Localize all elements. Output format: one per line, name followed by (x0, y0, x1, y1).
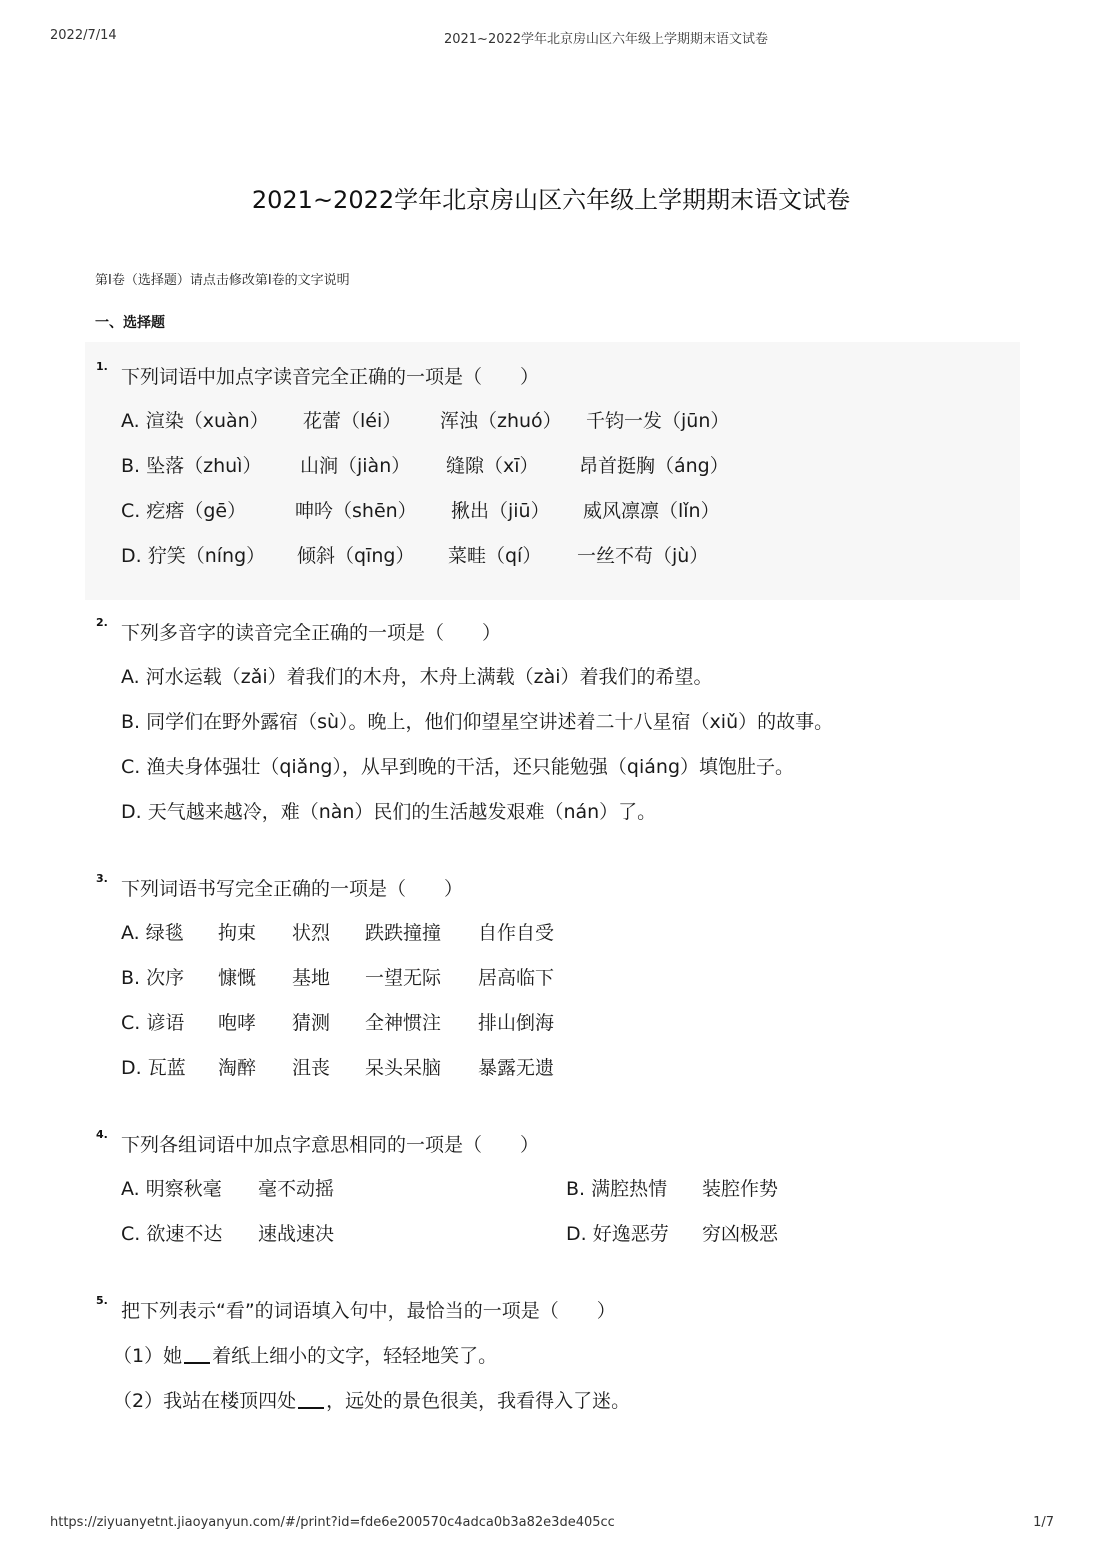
fill-blank[interactable] (298, 1391, 324, 1409)
page-url: https://ziyuanyetnt.jiaoyanyun.com/#/print?id=fde6e200570c4adca0b3a82e3de405cc (50, 1515, 615, 1530)
option-b[interactable]: B. 满腔热情 (566, 1178, 668, 1200)
option-item: D. 瓦蓝 (121, 1057, 186, 1079)
print-header (0, 28, 1102, 48)
question-5[interactable] (85, 1290, 1020, 1420)
option-item: 拘束 (218, 922, 257, 944)
option-item: 全神惯注 (365, 1012, 442, 1034)
question-number: 3. (96, 872, 108, 885)
option-item: 揪出（jiū） (451, 500, 550, 522)
option-item: 毫不动摇 (258, 1178, 335, 1200)
question-2[interactable] (85, 612, 1020, 832)
page-number: 1/7 (1033, 1515, 1054, 1530)
option-item: C. 谚语 (121, 1012, 185, 1034)
option-item: 暴露无遗 (478, 1057, 555, 1079)
option-item: 自作自受 (478, 922, 555, 944)
option-item: 山涧（jiàn） (300, 455, 411, 477)
sentence-1 (113, 1341, 497, 1369)
option-item: 千钧一发（jūn） (586, 410, 730, 432)
option-item: C. 疙瘩（gē） (121, 500, 247, 522)
option-item: 装腔作势 (702, 1178, 779, 1200)
option-item: 沮丧 (292, 1057, 331, 1079)
question-number: 2. (96, 616, 108, 629)
question-number: 4. (96, 1128, 108, 1141)
option-item: B. 次序 (121, 967, 185, 989)
document-title: 2021~2022学年北京房山区六年级上学期期末语文试卷 (251, 186, 851, 214)
print-date: 2022/7/14 (50, 28, 117, 43)
option-item: 穷凶极恶 (702, 1223, 779, 1245)
sentence-text: 着纸上细小的文字，轻轻地笑了。 (212, 1345, 498, 1367)
option-item: B. 坠落（zhuì） (121, 455, 262, 477)
option-item: 一望无际 (365, 967, 442, 989)
option-item: 一丝不苟（jù） (577, 545, 709, 567)
option-item: 速战速决 (258, 1223, 335, 1245)
option-item: 花蕾（léi） (303, 410, 402, 432)
print-footer (0, 1515, 1102, 1535)
question-number: 1. (96, 360, 108, 373)
question-stem: 下列词语书写完全正确的一项是（ ） (121, 878, 464, 900)
option-item: 咆哮 (218, 1012, 257, 1034)
option-item: 呻吟（shēn） (295, 500, 417, 522)
option-item: 淘醉 (218, 1057, 257, 1079)
sentence-text: （2）我站在楼顶四处 (113, 1390, 297, 1412)
option-item: A. 绿毯 (121, 922, 184, 944)
question-number: 5. (96, 1294, 108, 1307)
option-item: 排山倒海 (478, 1012, 555, 1034)
option-item: 猜测 (292, 1012, 331, 1034)
option-c[interactable]: C. 欲速不达 (121, 1223, 223, 1245)
option-item: 跌跌撞撞 (365, 922, 442, 944)
option-item: 缝隙（xī） (446, 455, 539, 477)
option-item: D. 狞笑（níng） (121, 545, 266, 567)
question-3[interactable] (85, 868, 1020, 1088)
option-item: A. 渲染（xuàn） (121, 410, 269, 432)
question-stem: 下列各组词语中加点字意思相同的一项是（ ） (121, 1134, 540, 1156)
sentence-2 (113, 1386, 630, 1414)
question-stem: 下列词语中加点字读音完全正确的一项是（ ） (121, 366, 540, 388)
fill-blank[interactable] (184, 1346, 210, 1364)
option-item: 慷慨 (218, 967, 257, 989)
section-heading: 一、选择题 (95, 315, 165, 331)
print-title: 2021~2022学年北京房山区六年级上学期期末语文试卷 (443, 32, 769, 47)
option-item: 居高临下 (478, 967, 555, 989)
question-stem: 把下列表示“看”的词语填入句中，最恰当的一项是（ ） (121, 1300, 616, 1322)
option-item: 呆头呆脑 (365, 1057, 442, 1079)
option-item: 基地 (292, 967, 331, 989)
option-c[interactable]: C. 渔夫身体强壮（qiǎng），从早到晚的干活，还只能勉强（qiáng）填饱肚子。 (121, 756, 795, 778)
option-item: 威风凛凛（lǐn） (583, 500, 720, 522)
option-item: 菜畦（qí） (448, 545, 542, 567)
option-a[interactable]: A. 河水运载（zǎi）着我们的木舟，木舟上满载（zài）着我们的希望。 (121, 666, 713, 688)
option-d[interactable]: D. 好逸恶劳 (566, 1223, 669, 1245)
option-item: 浑浊（zhuó） (440, 410, 562, 432)
question-1[interactable] (85, 342, 1020, 600)
option-row-ab[interactable] (121, 1174, 981, 1202)
option-row-cd[interactable] (121, 1219, 981, 1247)
option-b[interactable]: B. 同学们在野外露宿（sù）。晚上，他们仰望星空讲述着二十八星宿（xiǔ）的故事。 (121, 711, 834, 733)
question-stem: 下列多音字的读音完全正确的一项是（ ） (121, 622, 502, 644)
option-item: 倾斜（qīng） (297, 545, 415, 567)
section-note-link[interactable]: 第Ⅰ卷（选择题）请点击修改第Ⅰ卷的文字说明 (95, 273, 350, 288)
option-d[interactable]: D. 天气越来越冷，难（nàn）民们的生活越发艰难（nán）了。 (121, 801, 657, 823)
option-item: 昂首挺胸（áng） (579, 455, 729, 477)
sentence-text: ，远处的景色很美，我看得入了迷。 (326, 1390, 631, 1412)
sentence-text: （1）她 (113, 1345, 183, 1367)
option-item: 状烈 (292, 922, 331, 944)
option-a[interactable]: A. 明察秋毫 (121, 1178, 222, 1200)
question-4[interactable] (85, 1124, 1020, 1254)
